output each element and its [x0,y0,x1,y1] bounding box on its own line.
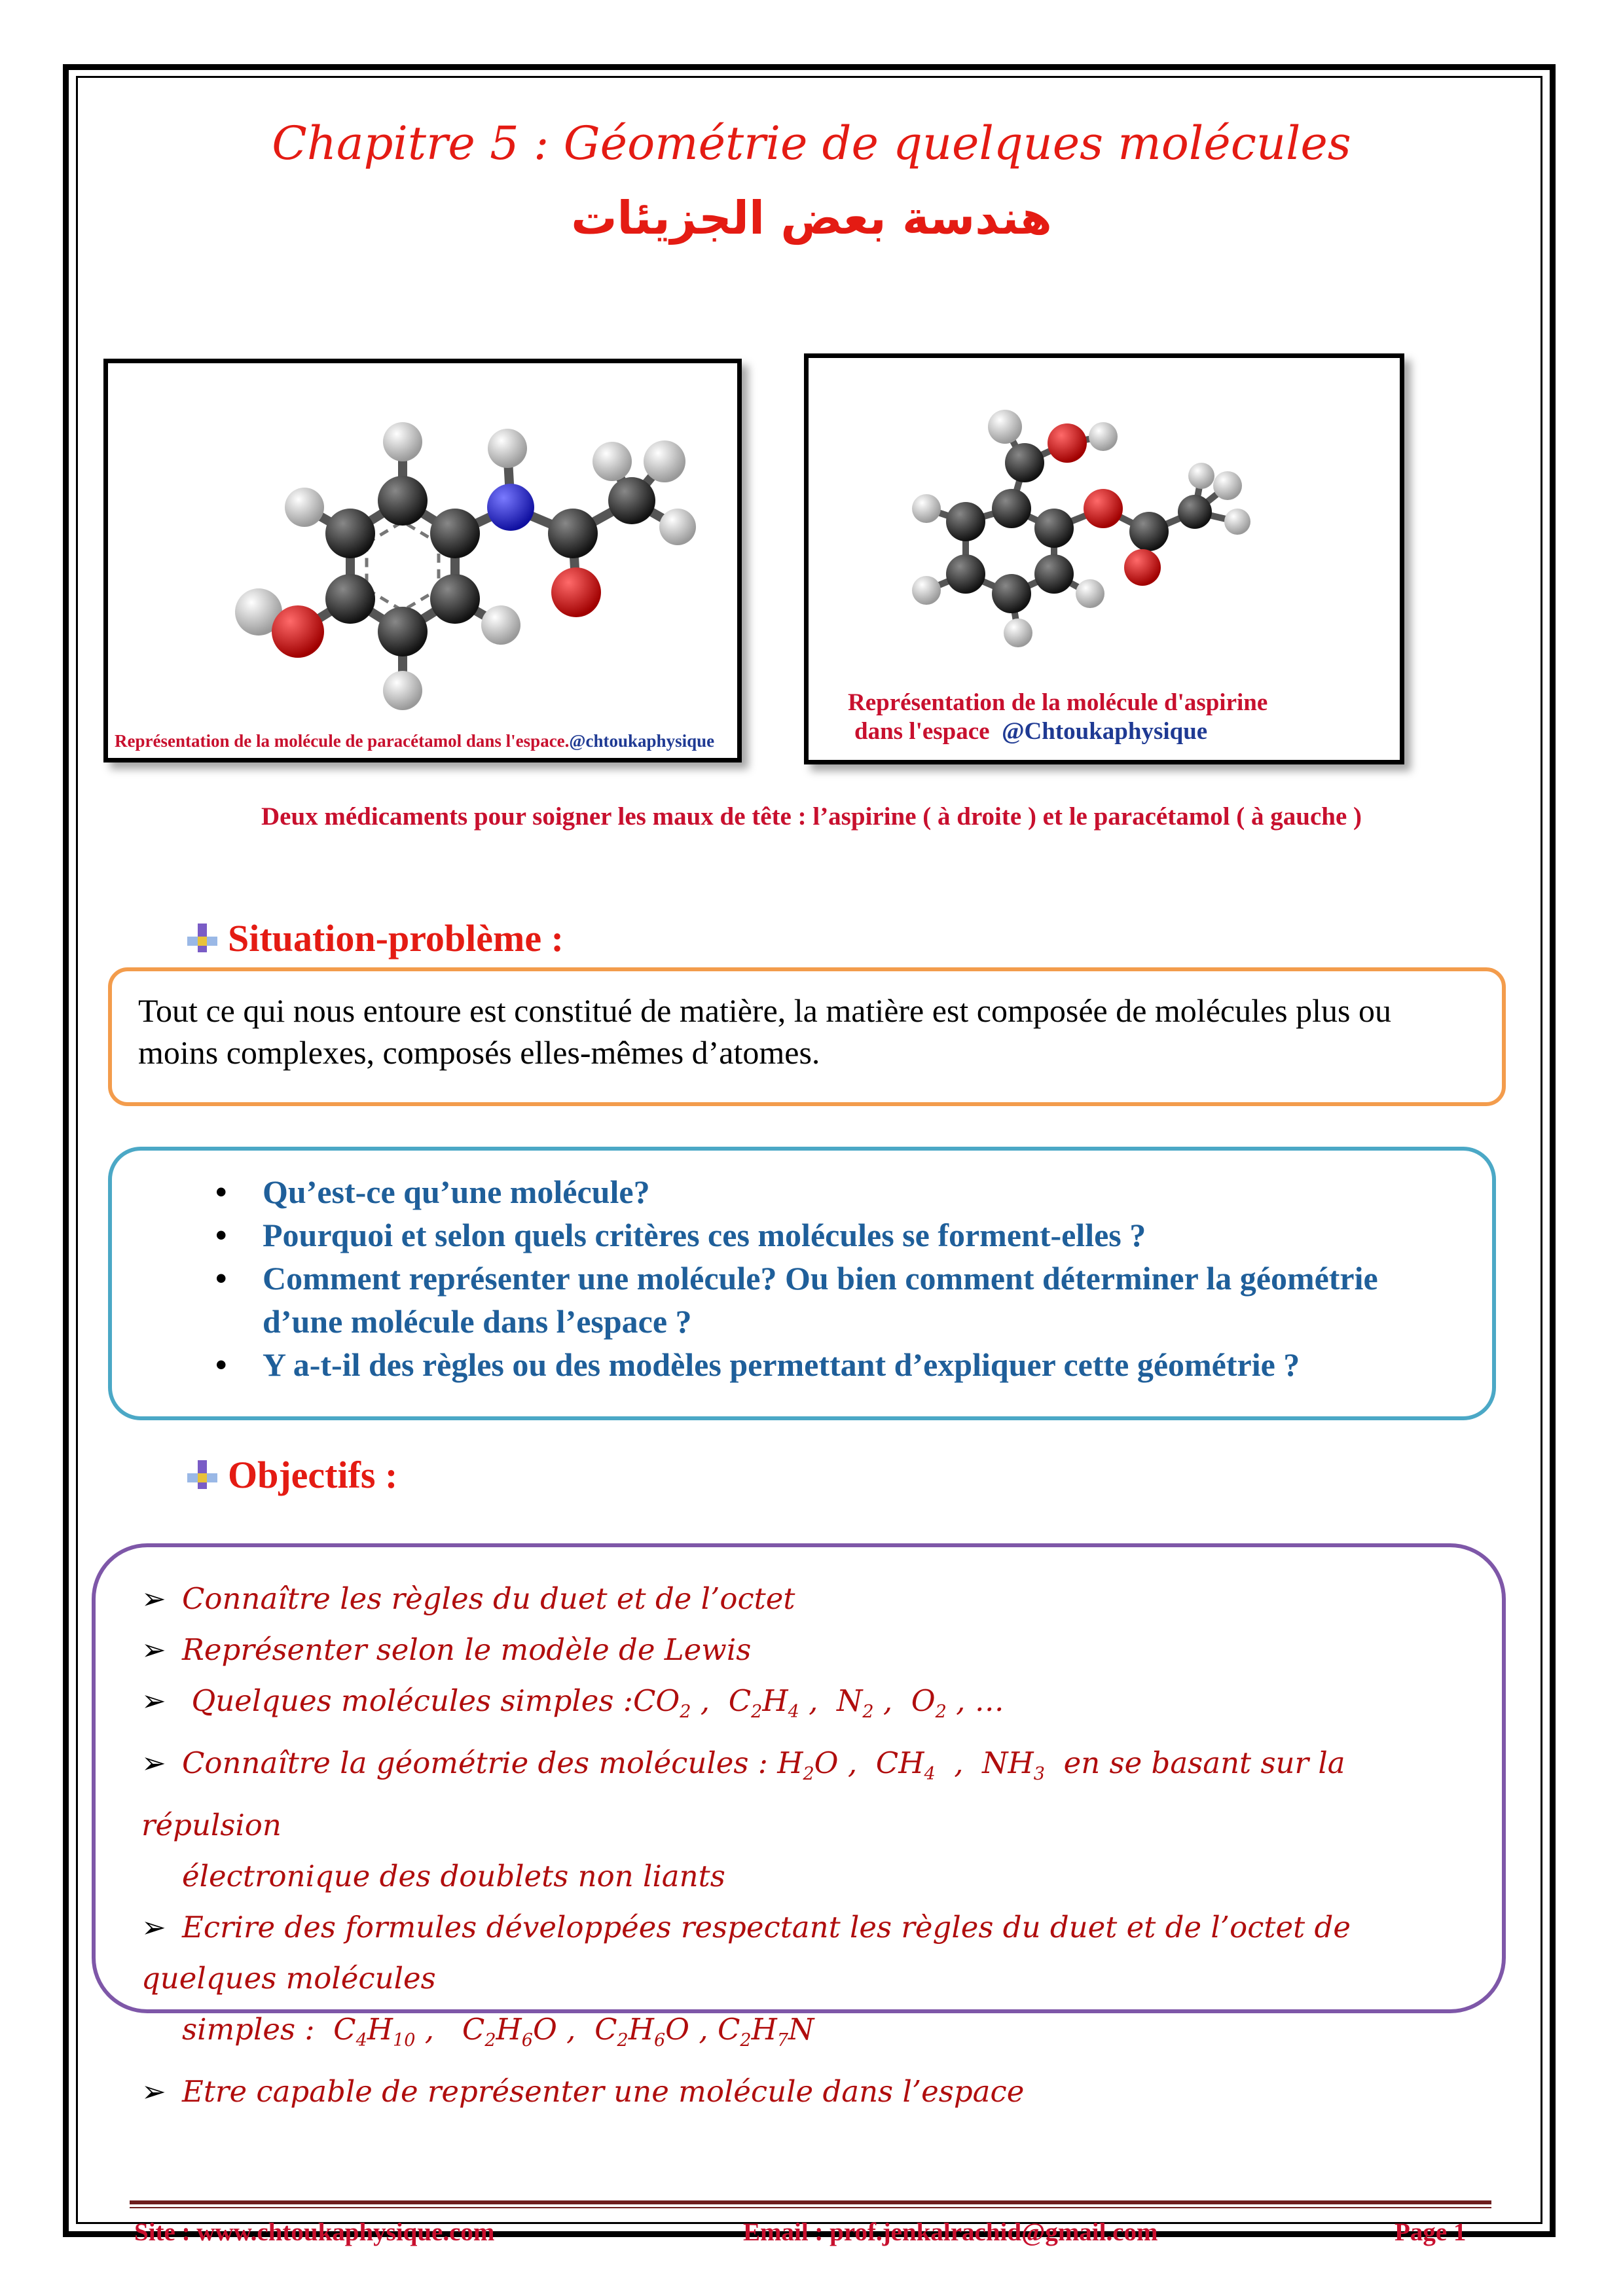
footer-rule-thin [130,2207,1491,2208]
paracetamol-image [103,359,742,762]
aspirin-caption-handle: @Chtoukaphysique [1002,718,1208,745]
paracetamol-molecule-drawing [108,363,737,758]
question-item: • Y a-t-il des règles ou des modèles permettant d’expliquer cette géométrie ? [263,1343,1466,1386]
objectifs-heading [183,1453,397,1497]
aspirin-caption-line2: dans l'espace [854,718,990,745]
objective-text: Quelques molécules simples : [191,1683,633,1718]
footer-email[interactable]: Email : prof.jenkalrachid@gmail.com [743,2218,1158,2246]
situation-box [108,967,1506,1106]
situation-text: Tout ce qui nous entoure est constitué de matière, la matière est composée de molécules plus ou moins complexes, composés elles-mêmes d’atomes. [138,992,1391,1071]
objective-item [141,1573,1456,1624]
section-bullet-icon [183,917,221,955]
objective-item [141,2066,1456,2117]
situation-heading [183,916,564,960]
arrow-bullet-icon: ➢ [141,1683,166,1718]
objectifs-box [92,1543,1506,2109]
images-caption: Deux médicaments pour soigner les maux de tête : l’aspirine ( à droite ) et le paracétamol ( à gauche ) [261,802,1362,831]
objective-item: ➢ Quelques molécules simples $:CO_2$ , $C_2H_4$ , $N_2$ , $O_2$ , … [141,1676,1456,1738]
paracetamol-caption [115,731,714,751]
arrow-bullet-icon: ➢ [141,1746,166,1780]
objective-item [141,1624,1456,1676]
arrow-bullet-icon: ➢ [141,1632,166,1667]
objective-text: Connaître la géométrie des molécules : [182,1746,768,1780]
objective-text: simples : [182,2012,315,2047]
situation-heading-text: Situation-problème : [228,917,564,960]
footer-rule [130,2200,1491,2204]
questions-list [138,1170,1466,1386]
objective-text: Ecrire des formules développées respectant les règles du duet et de l’octet de quelques molécules [141,1910,1351,1996]
paracetamol-caption-text: Représentation de la molécule de paracétamol dans l'espace. [115,731,570,751]
footer-page-number: Page 1 [1395,2218,1467,2246]
objective-text: Connaître les règles du duet et de l’octet [182,1581,795,1616]
aspirin-caption [848,689,1267,746]
section-bullet-icon [183,1454,221,1492]
paracetamol-caption-handle: @chtoukaphysique [569,731,715,751]
question-item: • Pourquoi et selon quels critères ces molécules se forment-elles ? [263,1213,1466,1257]
objective-continuation: simples : $C_4H_{10}$ , $C_2H_6O$ , $C_2H_6O$ , $C_2H_7N$ [182,2012,814,2051]
aspirin-caption-line1: Représentation de la molécule d'aspirine [848,689,1268,716]
objectifs-heading-text: Objectifs : [228,1454,398,1496]
arrow-bullet-icon: ➢ [141,2074,166,2109]
question-item: • Qu’est-ce qu’une molécule? [263,1170,1466,1213]
objective-continuation: électronique des doublets non liants [182,1859,725,1893]
chapter-title-arabic: هندسة بعض الجزيئات [571,191,1052,245]
aspirin-image [804,353,1404,764]
objective-text: Représenter selon le modèle de Lewis [182,1632,752,1667]
objective-item: ➢ Connaître la géométrie des molécules : $H_2O$ , $CH_4$ , $NH_3$ en se basant sur la répulsion [141,1738,1456,1851]
objective-text: Etre capable de représenter une molécule dans l’espace [182,2074,1025,2109]
arrow-bullet-icon: ➢ [141,1581,166,1616]
arrow-bullet-icon: ➢ [141,1910,166,1945]
questions-box [108,1147,1496,1420]
objective-item [141,1902,1456,2004]
objective-text: en se basant sur la répulsion [141,1746,1345,1842]
footer-site[interactable]: Site : www.chtoukaphysique.com [134,2218,495,2246]
chapter-title: Chapitre 5 : Géométrie de quelques molécules [272,117,1351,170]
question-item: • Comment représenter une molécule? Ou bien comment déterminer la géométrie d’une molécule dans l’espace ? [263,1257,1466,1343]
